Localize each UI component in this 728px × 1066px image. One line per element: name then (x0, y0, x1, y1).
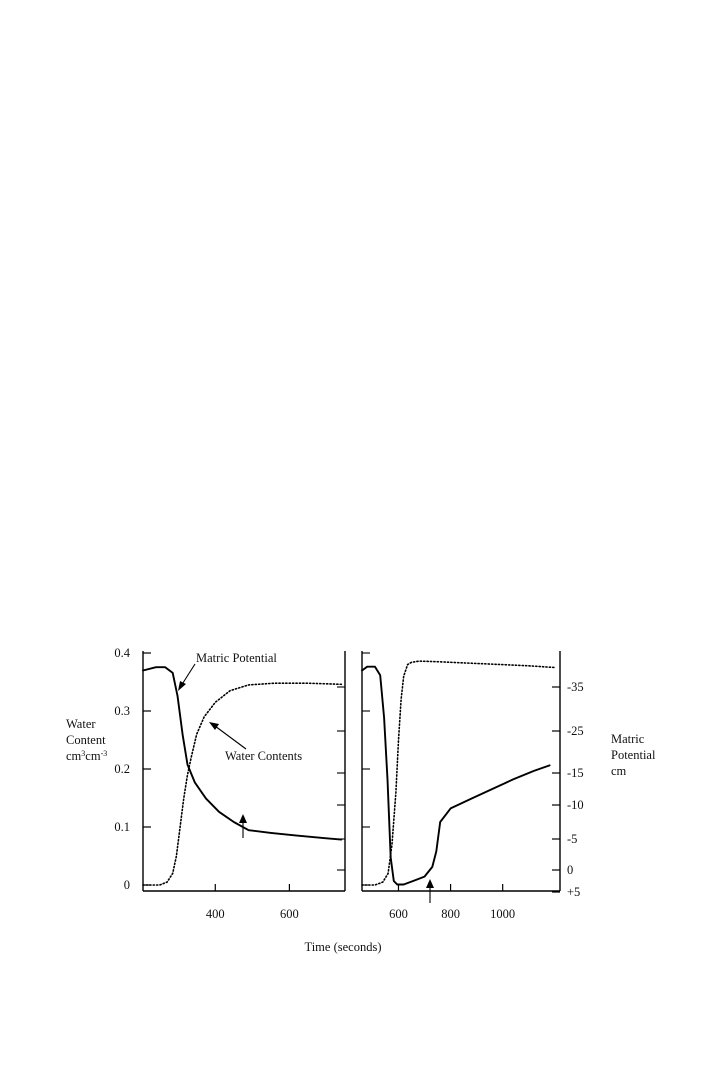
left-axis-title-line-1: Water (66, 717, 96, 731)
left-series-water-contents (143, 683, 341, 885)
panel-inner-ticks (337, 653, 370, 885)
right-y-tick-label: -25 (567, 724, 584, 738)
right-series-water-contents (362, 661, 555, 885)
x-tick-label: 1000 (490, 907, 516, 921)
right-panel (362, 651, 560, 891)
x-tick-label: 400 (205, 907, 225, 921)
left-event-arrow-head (239, 814, 247, 823)
left-axis-title-line-2: Content (66, 733, 106, 747)
right-y-tick-label: +5 (567, 885, 581, 899)
x-axis-title: Time (seconds) (304, 940, 382, 954)
left-y-tick-label: 0.2 (114, 762, 130, 776)
right-axis-title (611, 732, 656, 778)
left-axis-title (66, 717, 107, 763)
right-event-arrow-head (426, 879, 434, 888)
left-y-tick-label: 0 (123, 878, 130, 892)
left-y-tick-label: 0.1 (114, 820, 130, 834)
left-y-tick-label: 0.4 (114, 646, 130, 660)
left-axis-title-line-3: $cm^3cm^{-3}$ (66, 748, 108, 763)
right-axis-title-line-3: cm (611, 764, 627, 778)
x-tick-label: 600 (280, 907, 299, 921)
x-tick-label: 800 (441, 907, 460, 921)
right-y-ticks (552, 680, 584, 899)
annotation-matric-potential-arrowhead (178, 681, 186, 691)
x-tick-label: 600 (389, 907, 408, 921)
right-y-tick-label: -15 (567, 766, 584, 780)
series-layer (143, 661, 555, 885)
annotation-matric-potential (178, 651, 277, 691)
annotation-water-contents (209, 722, 302, 763)
right-series-matric-potential (362, 667, 550, 885)
right-axis-title-line-2: Potential (611, 748, 656, 762)
right-y-tick-label: -10 (567, 798, 584, 812)
right-y-tick-label: -35 (567, 680, 584, 694)
left-y-tick-label: 0.3 (114, 704, 130, 718)
right-y-tick-label: 0 (567, 863, 574, 877)
x-ticks (206, 884, 515, 921)
left-y-ticks (114, 646, 151, 892)
annotation-matric-potential-label: Matric Potential (196, 651, 277, 665)
annotation-water-contents-arrowhead (209, 722, 219, 730)
annotation-water-contents-label: Water Contents (225, 749, 303, 763)
right-y-tick-label: -5 (567, 832, 578, 846)
left-panel (143, 651, 345, 891)
right-axis-title-line-1: Matric (611, 732, 645, 746)
annotation-water-contents-arrow (215, 726, 246, 749)
